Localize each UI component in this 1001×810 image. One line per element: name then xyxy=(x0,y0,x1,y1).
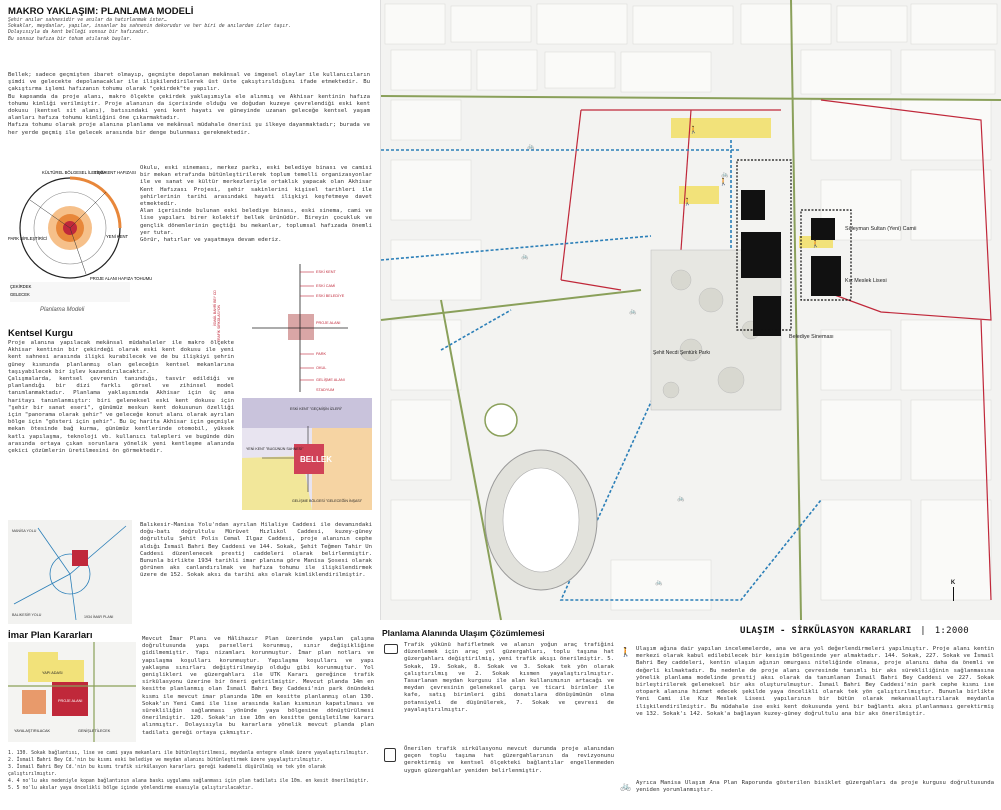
diagram-label: MANİSA YOLU xyxy=(12,529,37,533)
intro-paragraph: Bellek; sadece geçmişten ibaret olmayıp, geçmişte depolanan mekânsal ve imgesel olaylar ile kullanıcıların şimdi ve gelecekte depolanacaklar ile ilişkilendirilerek üst üste çakıştırıldığını ifade etmektedir. Bu çakıştırma işlemi hafızanın tohumu olarak "çekirdek"te yapılır. xyxy=(8,72,370,93)
kentsel-paragraph: Çalışmalarda, kentsel çevrenin tanındığı, tasvir edildiği ve planlandığı bir dizi farklı görsel ve zihinsel model tanımlanmaktadır. Planlama yaklaşımında Akhisar için üç ana haritayı tanımlanmıştır: biri geleneksel eski kent dokusu için "şehir bir sanat eseri", günümüz meskun kent dokusunun özelliği için "panorama olarak şehir" ve geleceğe konut alanı olarak ayrılan bölge için "gösteri için şehir". Bu üç harita Akhisar için geçmişle mekan ötesinde bağ kurma, günümüz kentlerinde otomobil, yüksek katlı yapılaşma, teknoloji vb. kullanıcı talepleri ve bugünde dün arasında ortaya çıkan sorunlara yönelik yeni kentleşme alanında çekici çözümlerin üretilmesini ön görmektedir. xyxy=(8,376,234,455)
north-arrow xyxy=(946,580,960,606)
diagram-label: GELİŞME BÖLGESİ "GELECEĞİN İNŞASI" xyxy=(292,499,363,503)
diagram-label: PROJE ALANI xyxy=(316,321,341,325)
diagram-label: PROJE ALANI xyxy=(58,699,83,703)
site-map xyxy=(380,0,1000,620)
imar-diagram xyxy=(8,642,136,742)
bellek-label: BELLEK xyxy=(300,455,332,464)
car-icon xyxy=(384,644,398,654)
diagram-label: GELECEK xyxy=(10,292,30,297)
north-label: K xyxy=(950,580,956,586)
bike-icon: 🚲 xyxy=(527,144,535,150)
subtitle-line: Sokaklar, meydanlar, yapılar, insanlar bu sahnenin dekorudur ve her biri de anılardan izler taşır. xyxy=(8,24,292,30)
list-item: 3. İsmail Bahri Bey Cd.'nin bu kısmı trafik sirkülasyon kararları gereği kademeli düşürülmüş ve tek yön olarak çalıştırılmıştır. xyxy=(8,765,326,777)
page-title: MAKRO YAKLAŞIM: PLANLAMA MODELİ xyxy=(8,6,194,17)
diagram-label: ESKİ KENT HAFIZASI xyxy=(94,170,136,175)
bike-legend-icon: 🚲 xyxy=(620,782,632,792)
list-item: 1. 130. Sokak bağlantısı, lise ve cami yaya mekanları ile bütünleştirilmesi, meydanla entegre olmak üzere yayalaştırılmıştır. xyxy=(8,751,369,756)
subtitle xyxy=(8,18,370,43)
diagram-label: STADYUM xyxy=(316,388,335,392)
roundabout xyxy=(485,404,517,436)
intro-text-right xyxy=(140,165,372,244)
stadium xyxy=(485,450,597,590)
subtitle-line: Şehir anılar sahnesidir ve anılar da hatırlanmak ister… xyxy=(8,18,167,23)
north-arrow-icon xyxy=(953,587,954,601)
ulasim-text-2: Önerilen trafik sirkülasyonu mevcut durumda proje alanından geçen toplu taşıma hat güzergahlarının da revizyonunu gerektirmiş ve kentsel ölçekteki bağlantılar engellenmeden uygun güzergahlar yeniden belirlenmiştir. xyxy=(404,746,614,774)
diagram-label: ESKİ KENT xyxy=(316,270,336,274)
diagram-label: YAYALAŞTIRILACAK xyxy=(14,729,51,733)
diagram-label: ESKİ KENT "GEÇMİŞİN İZLERİ" xyxy=(290,407,343,411)
list-item: 5. 5 no'lu akslar yaya öncelikli bölge içinde yönlendirme esasıyla çalıştırılacaktır. xyxy=(8,786,254,792)
map-label-sinema: Belediye Sineması xyxy=(789,334,834,340)
ulasim-text-4: Ulaşım ağına dair yapılan incelemelerde, ana ve ara yol değerlendirmeleri yapılmıştır. Proje alanı kentin merkezi olarak kabul edilebilecek bir kesişim bölgesinde yer almaktadır. 144. Sokak, 227. Sokak ve İsmail Bahri Bey caddeleri, kentin ulaşım ağının omurgası niteliğinde olmasa, proje alanını daha da önemli ve değerli kılmaktadır. Bu nedenle de proje alanı çevresinde tanımlı bir aks sürekliliğinin sağlanmasına yönelik planlama modelinde prestij aksı olarak da tanımlanan İsmail Bahri Bey Caddesi ve 227. Sokak birleştirilerek geleneksel bir aks oluşturulmuştur. İsmail Bahri Bey Caddesi'nin park cephe kısmı ise otopark alanına hizmet edecek şekilde yaya öncelikli olarak tek yön çalıştırılmıştır. Bununla birlikte Yeni Cami ile Kız Meslek Lisesi yapılarının bir bütün olarak mekansallaştırılarak meydanla ilişkilendirilmiştir. Bu müdahale ise eski kent dokusunda yeni bir bağlantı aksı planlanması gerektirmiş ve 132. Sokak'ı 142. Sokak'a bağlayan kuzey-güney doğrultulu ana bir aks önerilmiştir. xyxy=(636,646,994,717)
diagram-label: 1934 İMAR PLANI xyxy=(84,615,114,619)
imar-list xyxy=(8,751,372,793)
divider: | xyxy=(920,626,926,636)
diagram-label: YENİ KENT xyxy=(106,234,129,239)
diagram-label: TRAFİK SİRKÜLASYON xyxy=(217,304,221,342)
map-svg xyxy=(381,0,1001,620)
diagram-label: KÜLTÜREL BÖLGESEL İLETİŞİM xyxy=(42,170,106,175)
bike-icon: 🚲 xyxy=(521,254,529,260)
diagram-label: ÇEKİRDEK xyxy=(10,284,32,289)
intro-paragraph: Alan içerisinde bulunan eski belediye binası, eski sinema, cami ve lise yapıları birer kolektif bellek ürünüdür. Bireyin çocukluk ve gençlik dönemlerinin geçtiği bu mekanlar, toplumsal hafızada önemli yer tutar. xyxy=(140,208,372,236)
diagram-label: YAPI ADASI xyxy=(42,671,63,675)
section-title-kentsel: Kentsel Kurgu xyxy=(8,328,73,339)
diagram-label: GENİŞLETİLECEK xyxy=(78,729,111,733)
intro-paragraph: Hafıza tohumu olarak proje alanına planlama ve mekânsal müdahale önerisi şu ilkeye dayanmaktadır; burada ve her yerde geçmiş ile gelecek arasında bir denge bulunması gerekmektedir. xyxy=(8,122,370,136)
diagram-label: GELİŞME ALANI xyxy=(316,378,345,382)
planning-model-diagram xyxy=(6,162,153,318)
diagram-label: İSMAİL BAHRİ BEY CD xyxy=(213,290,217,326)
left-panel xyxy=(0,0,378,810)
diagram-label: ESKİ CAMİ xyxy=(316,284,336,288)
diagram-label: OKUL xyxy=(316,366,327,370)
subtitle-line: Dolayısıyla da kent belleği sonsuz bir hafızadır. xyxy=(8,30,150,36)
intro-paragraph: Okulu, eski sineması, merkez parkı, eski belediye binası ve camisi bir mekan etrafında bütünleştirilerek toplum temelli organizasyonlar ile ve sanat ve kültür merkezleriyle ortaklık yapacak olan Akhisar Kent Hafızası Projesi, şehir sakinlerini kişisel tarihleri ile şehirlerinin tarihi arasındaki hayati ilişkiyi keşfetmeye davet etmektedir. xyxy=(140,165,372,208)
bike-icon: 🚲 xyxy=(655,580,663,586)
kentsel-paragraph: Proje alanına yapılacak mekânsal müdahaleler ile makro ölçekte Akhisar kentinin bir çekirdeği olarak eski kent dokusu ile yeni kent sahnesi arasında ilişki kurabilecek ve de bu ilişkiyi şehrin güney kısmında planlanmış olan geleceğin kentsel mekanlarına taşıyabilecek bir işlev kazandırılacaktır. xyxy=(8,340,234,375)
diagram-label: YENİ KENT "BUGÜNÜN SAHNESİ" xyxy=(246,447,304,451)
pedestrian-icon: 🚶 xyxy=(683,199,692,206)
axis-diagram xyxy=(213,262,354,394)
block4-text: Balıkesir-Manisa Yolu'ndan ayrılan Hilaliye Caddesi ile devamındaki doğu-batı doğrultulu Mürüvet Hızlıkol Caddesi, kuzey-güney doğrultulu Şehit Polis Cemal Ilgaz Caddesi, proje alanının cephe aldığı İsmail Bahri Bey Caddesi ve 144. Sokak, Şehit Teğmen Tahir Un Caddesi düzenlenecek prestij caddeleri olarak belirlenmiştir. Bununla birlikte 1934 tarihli imar planına göre Manisa Şosesi olarak görünen aks canlandırılmak ve hafıza tohumu ile ilişkilendirmek üzere de 152. Sokak aksı da tarihi aks olarak kimliklendirilmiştir. xyxy=(140,522,372,579)
pedestrian-icon: 🚶 xyxy=(811,241,820,248)
kentsel-text xyxy=(8,340,234,455)
bike-icon: 🚲 xyxy=(677,496,685,502)
diagram-label: PROJE ALANI HAFIZA TOHUMU xyxy=(90,276,153,281)
subtitle-line: Bu sonsuz hafıza bir tohum atılarak başlar. xyxy=(8,36,133,42)
section-title-ulasim: Planlama Alanında Ulaşım Çözümlemesi xyxy=(382,628,545,638)
imar-text: Mevcut İmar Planı ve Hâlihazır Plan üzerinde yapılan çalışma doğrultusunda yapı parselleri korunmuş, sınır değişikliğine gidilmemiştir. Yapı nizamları korunmuştur. İmar plan notları ve yapılaşma koşulları korunmuştur. Yapılaşma koşulları ve yapı yaklaşma sınırları değiştirilmeyip olduğu gibi korunmuştur. Yol genişlikleri ve güzergahları ile UTK Kararı gereğince trafik sirkülasyonu üzerine bir öneri getirilmiştir. Mevcut planda 14m en kesitte planlanmış olan İsmail Bahri Bey Caddesi'nin park önündeki kısmı ile mevcut imar planında 10m en kesitte planlanmış olan 130. Sokak'ın Yeni Cami ile lise arasında kalan kısmının kapatılması ve sürekliliğin sağlanması yönünde yaya bölgesine dönüştürülmesi önerilmiştir. 120. Sokak'ın ise 10m en kesitte genişletilme kararı alınmıştır. Dolayısıyla bu kararlara yönelik mevcut planda plan tadilatı gereği ortaya çıkmıştır. xyxy=(142,636,374,736)
bus-icon xyxy=(384,748,396,762)
ulasim-text-3: Ayrıca Manisa Ulaşım Ana Plan Raporunda gösterilen bisiklet güzergahları da proje kurgusu doğrultusunda yeniden yorumlanmıştır. xyxy=(636,780,994,794)
diagram-caption: Planlama Modeli xyxy=(40,307,85,313)
list-item: 2. İsmail Bahri Bey Cd.'nin bu kısmı eski belediye ve meydan alanını bütünleştirmek üzere yayalaştırılmıştır. xyxy=(8,758,323,764)
ulasim-text-1: Trafik yükünü hafifletmek ve alanın yoğun araç trafiğini düzenlemek için araç yol güzergahları, toplu taşıma hat güzergahları değiştirilmiş, yeni trafik akışı önerilmiştir. 5. Sokak, 19. Sokak, 8. Sokak ve 3. Sokak tek yön olarak çalıştırılmış ve 2. Sokak kısmen yayalaştırılmıştır. Tasarlanan meydan kurgusu ile alan kullanımının artacağı ve meydan çevresinin geleneksel çarşı ve ticari birimler ile kafe, satış birimleri gibi donatılara dönüşümünün olma potansiyeli de düşünülerek, 7. Sokak ve çevresi de yayalaştırılmıştır. xyxy=(404,642,614,713)
map-label-lise: Kız Meslek Lisesi xyxy=(845,278,887,284)
map-scale: 1:2000 xyxy=(934,626,970,636)
bike-icon: 🚲 xyxy=(629,309,637,315)
map-label-cami: Süleyman Sultan (Yeni) Camii xyxy=(845,226,917,232)
walk-legend-icon: 🚶 xyxy=(620,648,632,658)
intro-text xyxy=(8,72,370,137)
diagram-label: ESKİ BELEDİYE xyxy=(316,294,345,298)
diagram-label: BALIKESİR YOLU xyxy=(12,613,42,617)
map-label-park: Şehit Necdi Şentürk Parkı xyxy=(653,350,711,356)
road-network-diagram xyxy=(8,520,132,624)
bellek-diagram xyxy=(242,398,372,510)
section-title-imar: İmar Plan Kararları xyxy=(8,630,93,641)
map-title: ULAŞIM - SİRKÜLASYON KARARLARI xyxy=(740,626,912,636)
intro-paragraph: Görür, hatırlar ve yaşatmaya devam ederiz. xyxy=(140,237,282,244)
diagram-label: PARK BİRLEŞTİRİCİ xyxy=(8,236,48,241)
list-item: 4. 4 no'lu aks nedeniyle kopan bağlantının alana baskı uygulama sağlanması için plan tadilatı ile 10m. en kesit önerilmiştir. xyxy=(8,778,369,784)
pedestrian-icon: 🚶 xyxy=(689,127,698,134)
pedestrian-icon: 🚶 xyxy=(719,179,728,186)
map-title-bar xyxy=(740,626,995,640)
intro-paragraph: Bu kapsamda da proje alanı, makro ölçekte çekirdek yaklaşımıyla ele alınmış ve Akhisar kentinin hafıza tohumu kimliği verilmiştir. Proje alanının da içerisinde olduğu ve doğudan kuzeye çevrelendiği eski kent dokusu (kentsel sit alanı), batısındaki yeni kent hayatı ve güneyinde uzanan geleceğe kentsel yaşam alanları hafıza tohumu kimliğini öne çıkarmaktadır. xyxy=(8,93,370,122)
diagram-label: PARK xyxy=(316,352,327,356)
bike-icon: 🚲 xyxy=(721,172,729,178)
